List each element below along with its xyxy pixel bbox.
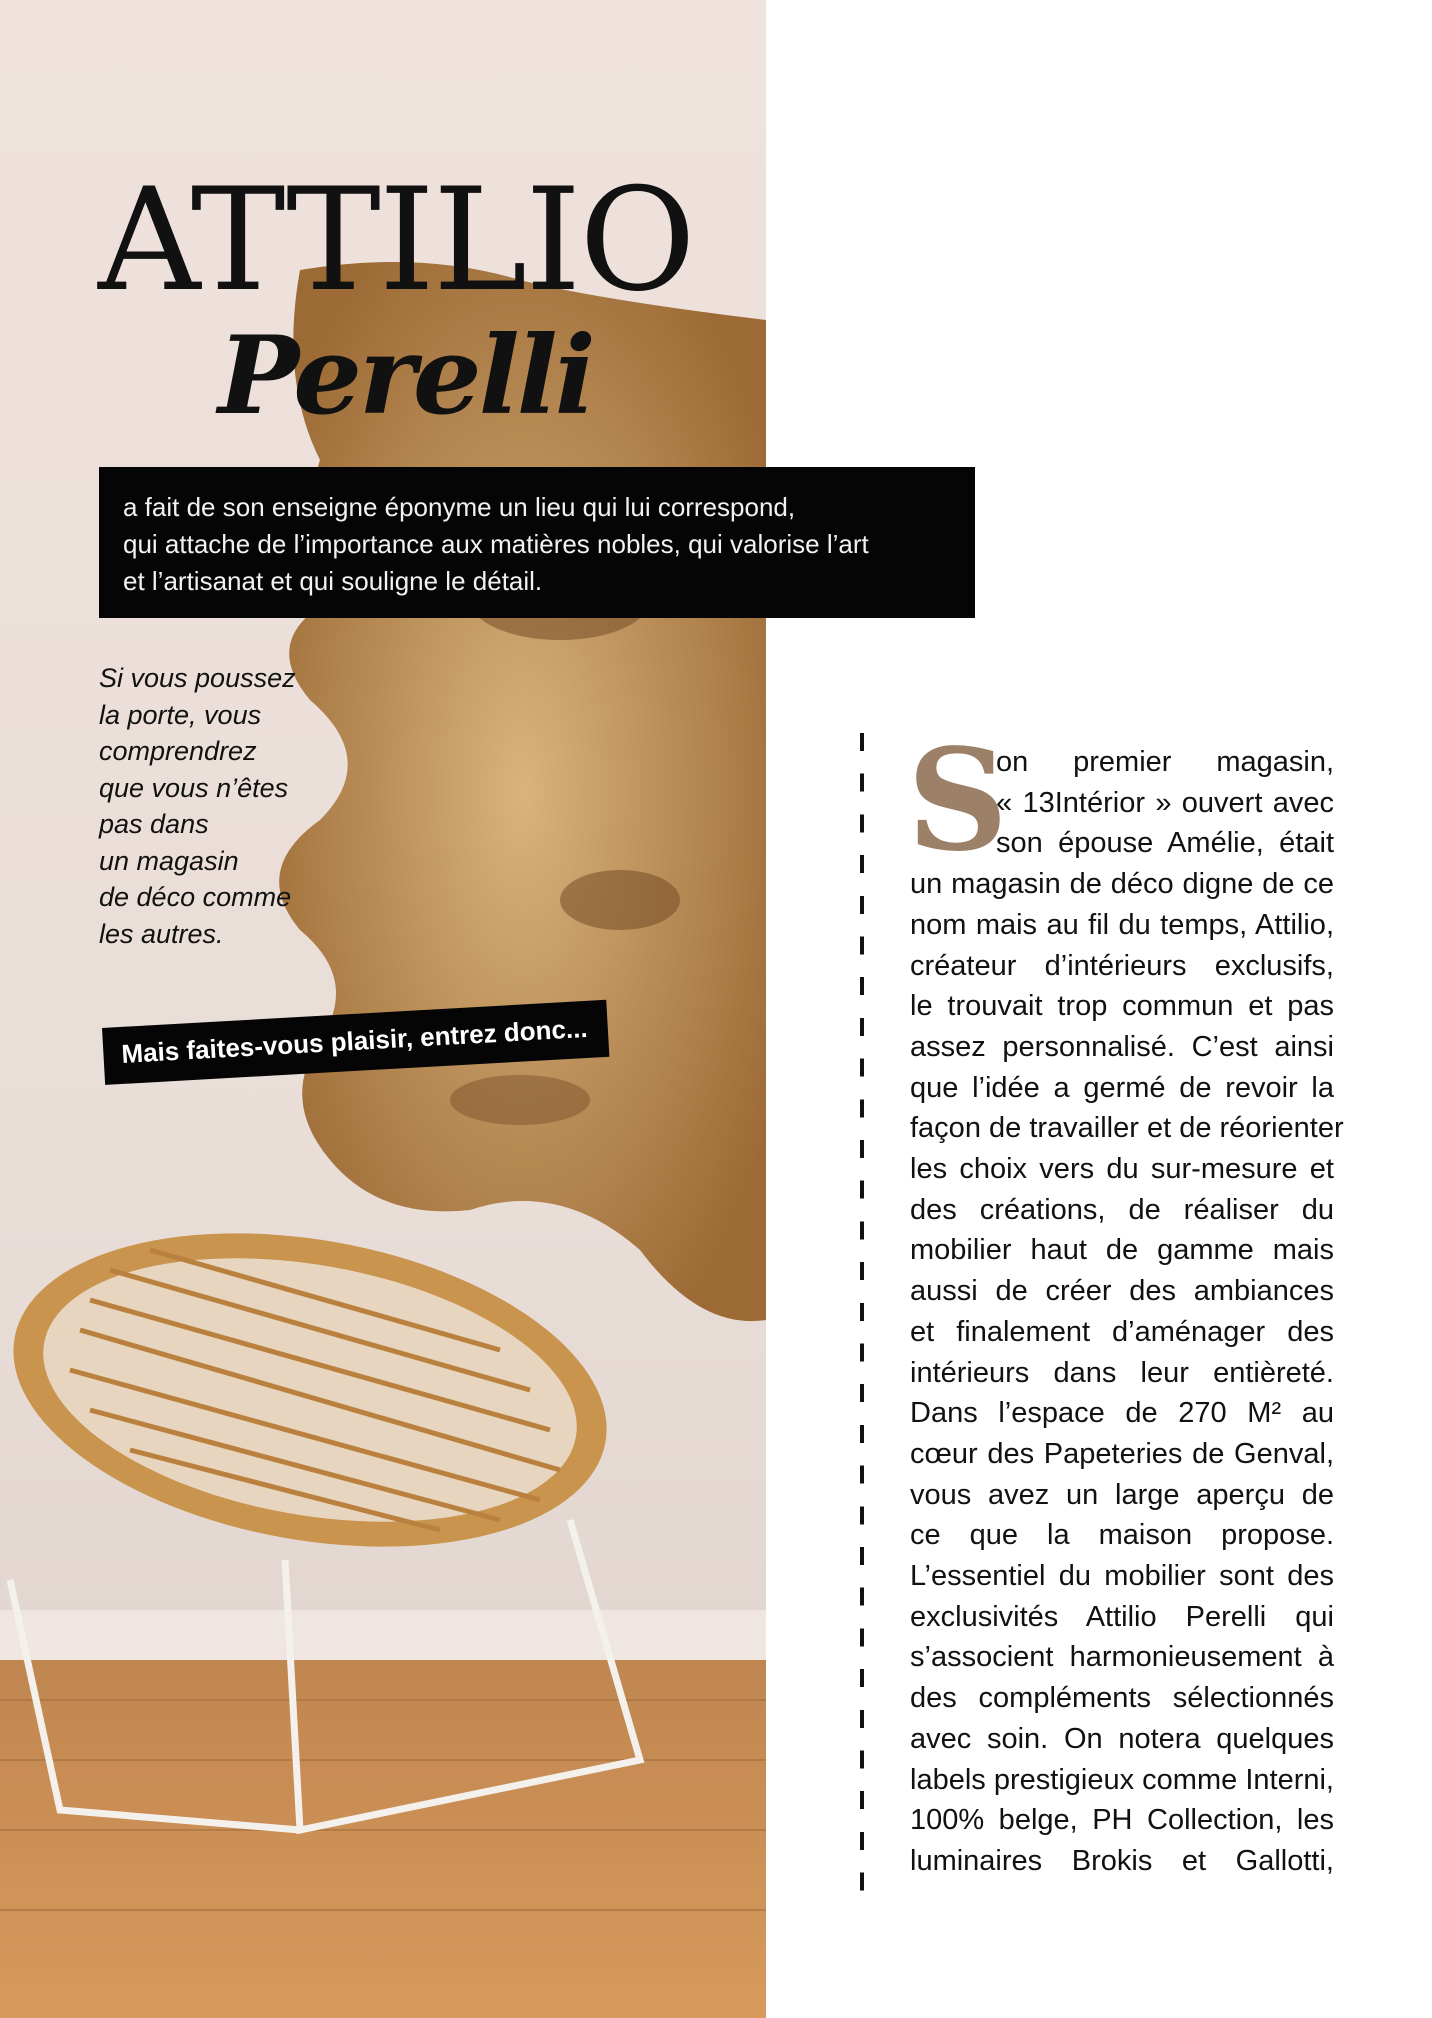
body-line: les choix vers du sur-mesure et	[910, 1153, 1334, 1186]
body-line: le trouvait trop commun et pas	[910, 990, 1334, 1023]
quote-line: de déco comme	[99, 882, 292, 912]
quote-line: Si vous poussez	[99, 663, 296, 693]
intro-line: et l’artisanat et qui souligne le détail.	[123, 566, 543, 596]
body-line: nom mais au fil du temps, Attilio,	[910, 908, 1334, 941]
tagline-banner: Mais faites-vous plaisir, entrez donc...	[102, 1000, 609, 1085]
body-line: créateur d’intérieurs exclusifs,	[910, 949, 1334, 982]
body-line: on premier magasin,	[996, 746, 1334, 778]
body-line: Dans l’espace de 270 M² au	[910, 1397, 1334, 1430]
body-line: intérieurs dans leur entièreté.	[910, 1356, 1334, 1389]
pull-quote	[99, 660, 296, 952]
intro-box	[99, 467, 975, 618]
body-line: des compléments sélectionnés	[910, 1682, 1334, 1715]
quote-line: pas dans	[99, 809, 209, 839]
intro-line: a fait de son enseigne éponyme un lieu qui lui correspond,	[123, 492, 796, 522]
body-line: des créations, de réaliser du	[910, 1193, 1334, 1226]
article-body	[907, 719, 1344, 1882]
quote-line: un magasin	[99, 845, 239, 876]
body-line: luminaires Brokis et Gallotti,	[910, 1844, 1334, 1877]
quote-line: comprendrez	[99, 736, 257, 766]
article-subtitle: Perelli	[218, 313, 593, 439]
body-line: s’associent harmonieusement à	[910, 1641, 1334, 1674]
body-line: labels prestigieux comme Interni,	[910, 1763, 1334, 1796]
body-line: cœur des Papeteries de Genval,	[910, 1437, 1334, 1470]
body-line: mobilier haut de gamme mais	[910, 1234, 1334, 1267]
body-line: vous avez un large aperçu de	[910, 1478, 1334, 1511]
body-line: son épouse Amélie, était	[996, 827, 1334, 860]
body-line: et finalement d’aménager des	[910, 1315, 1334, 1348]
body-line: avec soin. On notera quelques	[910, 1722, 1334, 1755]
quote-line: que vous n’êtes	[99, 772, 289, 803]
body-line: aussi de créer des ambiances	[910, 1275, 1334, 1308]
body-line: assez personnalisé. C’est ainsi	[910, 1030, 1334, 1063]
body-line: que l’idée a germé de revoir la	[910, 1071, 1334, 1104]
body-line: « 13Intérior » ouvert avec	[996, 786, 1334, 819]
drop-cap: S	[907, 719, 1009, 883]
body-line: ce que la maison propose.	[910, 1519, 1334, 1552]
body-line: façon de travailler et de réorienter	[910, 1112, 1344, 1145]
body-line: un magasin de déco digne de ce	[910, 868, 1334, 901]
body-line: L’essentiel du mobilier sont des	[910, 1560, 1334, 1593]
body-line: exclusivités Attilio Perelli qui	[910, 1600, 1334, 1633]
quote-line: les autres.	[99, 918, 224, 949]
body-line: 100% belge, PH Collection, les	[910, 1804, 1334, 1837]
intro-line: qui attache de l’importance aux matières nobles, qui valorise l’art	[123, 529, 869, 559]
dashed-divider	[860, 733, 864, 1895]
article-title: ATTILIO	[98, 158, 694, 323]
quote-line: la porte, vous	[99, 699, 262, 730]
